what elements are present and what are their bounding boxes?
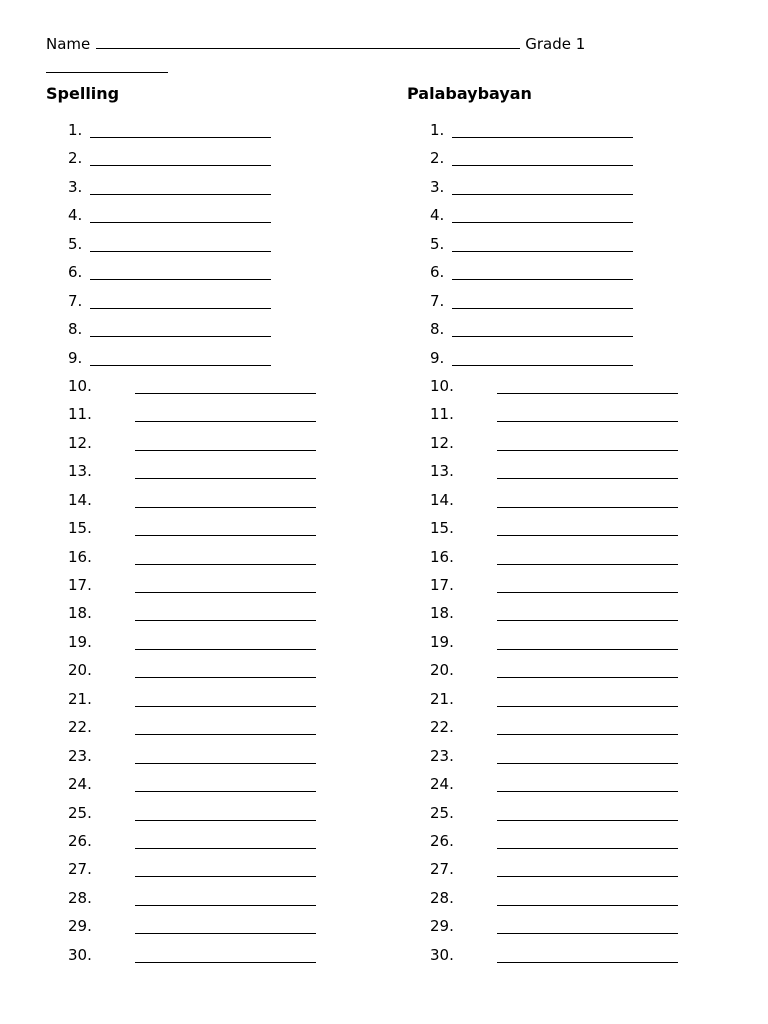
item-number: 17. [68,576,92,594]
answer-line[interactable] [135,734,316,735]
item-number: 18. [68,604,92,623]
answer-line[interactable] [497,820,678,821]
item-number: 8. [430,320,445,339]
item-number: 24. [68,775,92,794]
name-blank-line[interactable] [96,34,520,49]
answer-line[interactable] [135,478,316,479]
answer-line[interactable] [497,706,678,707]
answer-line[interactable] [90,222,271,223]
item-number: 15. [68,519,92,538]
answer-line[interactable] [135,876,316,877]
answer-line[interactable] [497,450,678,451]
item-number: 1. [430,121,445,139]
palabaybayan-title: Palabaybayan [407,84,532,103]
item-number: 4. [430,206,445,225]
answer-line[interactable] [135,421,316,422]
item-number: 10. [430,376,454,395]
answer-line[interactable] [497,763,678,764]
answer-line[interactable] [135,507,316,508]
answer-line[interactable] [497,535,678,536]
item-number: 5. [430,234,445,253]
item-number: 11. [68,405,92,424]
answer-line[interactable] [135,535,316,536]
item-number: 26. [430,831,454,850]
item-number: 9. [430,348,445,367]
answer-line[interactable] [135,450,316,451]
item-number: 11. [430,405,454,424]
grade-label: Grade 1 [525,35,586,53]
item-number: 27. [68,860,92,879]
item-number: 13. [430,462,454,481]
item-number: 28. [68,888,92,907]
item-number: 29. [430,917,454,936]
answer-line[interactable] [452,365,633,366]
item-number: 30. [430,945,454,964]
item-number: 19. [68,632,92,651]
answer-line[interactable] [497,677,678,678]
answer-line[interactable] [497,848,678,849]
spelling-title: Spelling [46,84,120,103]
item-number: 2. [68,149,83,168]
answer-line[interactable] [452,308,633,309]
item-number: 21. [430,689,454,708]
answer-line[interactable] [497,564,678,565]
answer-line[interactable] [135,564,316,565]
item-number: 14. [68,490,92,509]
answer-line[interactable] [135,592,316,593]
answer-line[interactable] [90,365,271,366]
answer-line[interactable] [135,933,316,934]
item-number: 23. [68,746,92,765]
answer-line[interactable] [135,677,316,678]
answer-line[interactable] [135,791,316,792]
item-number: 17. [430,576,454,594]
item-number: 3. [430,177,445,196]
item-number: 1. [68,121,83,139]
item-number: 7. [68,291,83,310]
answer-line[interactable] [497,649,678,650]
item-number: 3. [68,177,83,196]
item-number: 10. [68,376,92,395]
item-number: 19. [430,632,454,651]
answer-line[interactable] [135,848,316,849]
item-number: 16. [430,547,454,566]
answer-line[interactable] [90,165,271,166]
item-number: 24. [430,775,454,794]
answer-line[interactable] [90,279,271,280]
item-number: 12. [68,433,92,452]
item-number: 27. [430,860,454,879]
answer-line[interactable] [497,905,678,906]
answer-line[interactable] [452,165,633,166]
item-number: 21. [68,689,92,708]
answer-line[interactable] [497,421,678,422]
item-number: 5. [68,234,83,253]
item-number: 14. [430,490,454,509]
answer-line[interactable] [90,308,271,309]
item-number: 9. [68,348,83,367]
answer-line[interactable] [90,194,271,195]
item-number: 8. [68,320,83,339]
item-number: 12. [430,433,454,452]
answer-line[interactable] [135,905,316,906]
answer-line[interactable] [90,251,271,252]
answer-line[interactable] [452,137,633,138]
answer-line[interactable] [90,336,271,337]
item-number: 13. [68,462,92,481]
item-number: 26. [68,831,92,850]
answer-line[interactable] [135,763,316,764]
grade-blank-line[interactable] [46,72,168,73]
answer-line[interactable] [135,820,316,821]
item-number: 18. [430,604,454,623]
item-number: 7. [430,291,445,310]
item-number: 15. [430,519,454,538]
item-number: 6. [68,263,83,282]
answer-line[interactable] [497,393,678,394]
name-row [46,34,585,54]
answer-line[interactable] [497,734,678,735]
item-number: 20. [430,661,454,680]
item-number: 29. [68,917,92,936]
answer-line[interactable] [497,592,678,593]
answer-line[interactable] [452,194,633,195]
answer-line[interactable] [497,478,678,479]
answer-line[interactable] [497,507,678,508]
answer-line[interactable] [497,876,678,877]
answer-line[interactable] [135,962,316,963]
item-number: 28. [430,888,454,907]
answer-line[interactable] [452,336,633,337]
answer-line[interactable] [135,393,316,394]
item-number: 30. [68,945,92,964]
item-number: 6. [430,263,445,282]
answer-line[interactable] [497,620,678,621]
item-number: 23. [430,746,454,765]
answer-line[interactable] [452,251,633,252]
item-number: 2. [430,149,445,168]
item-number: 22. [68,718,92,737]
answer-line[interactable] [452,279,633,280]
answer-line[interactable] [452,222,633,223]
item-number: 20. [68,661,92,680]
item-number: 25. [430,803,454,822]
answer-line[interactable] [135,706,316,707]
answer-line[interactable] [90,137,271,138]
name-label: Name [46,35,91,53]
item-number: 16. [68,547,92,566]
answer-line[interactable] [135,649,316,650]
item-number: 25. [68,803,92,822]
answer-line[interactable] [497,933,678,934]
answer-line[interactable] [497,791,678,792]
answer-line[interactable] [497,962,678,963]
item-number: 4. [68,206,83,225]
item-number: 22. [430,718,454,737]
answer-line[interactable] [135,620,316,621]
